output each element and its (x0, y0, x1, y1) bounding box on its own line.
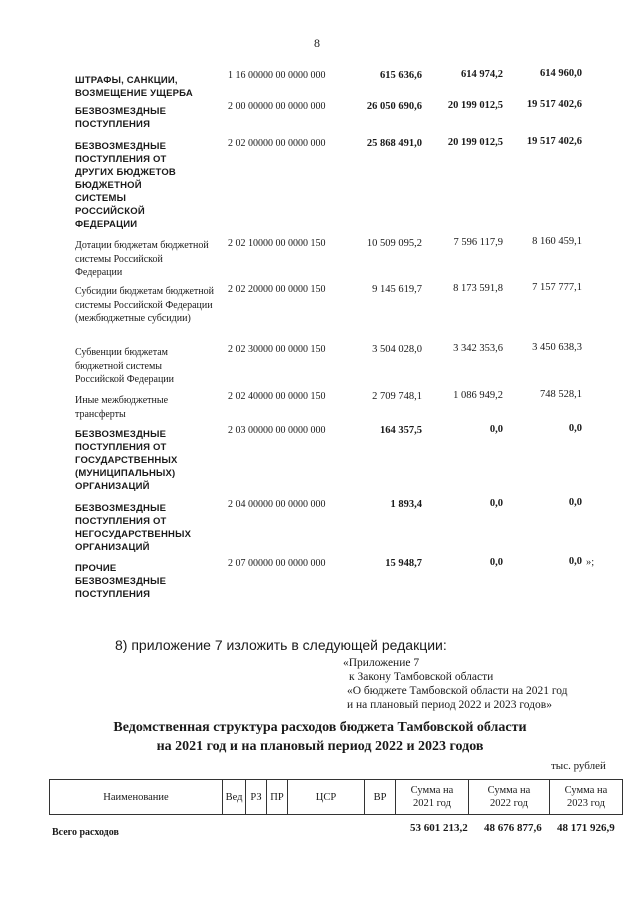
row-value-2021: 26 050 690,6 (366, 101, 422, 112)
header-vr: ВР (365, 780, 396, 815)
header-csr: ЦСР (288, 780, 365, 815)
row-code: 2 02 20000 00 0000 150 (228, 284, 326, 295)
header-ved: Вед (223, 780, 246, 815)
row-value-2023: 3 450 638,3 (532, 342, 582, 353)
header-sum-2023 (550, 780, 623, 815)
amendment-instruction: 8) приложение 7 изложить в следующей редакции: (115, 637, 447, 653)
annex-line-2: к Закону Тамбовской области (349, 671, 494, 683)
annex-heading (343, 656, 568, 712)
row-code: 2 04 00000 00 0000 000 (228, 499, 326, 510)
row-value-2022: 0,0 (489, 557, 503, 568)
row-name: Субвенции бюджетам бюджетной системы Российской Федерации (75, 347, 175, 385)
row-value-2021: 25 868 491,0 (366, 138, 422, 149)
row-code: 2 02 40000 00 0000 150 (228, 391, 326, 402)
document-title-line-2: на 2021 год и на плановый период 2022 и 2023 годов (156, 739, 484, 754)
row-value-2022: 1 086 949,2 (453, 390, 503, 401)
row-code: 1 16 00000 00 0000 000 (228, 70, 326, 81)
row-name: ПРОЧИЕ БЕЗВОЗМЕЗДНЫЕ ПОСТУПЛЕНИЯ (75, 563, 167, 600)
annex-line-4: и на плановый период 2022 и 2023 годов» (347, 699, 552, 711)
document-title (0, 718, 640, 756)
header-sum-2022-line-2: 2022 год (490, 798, 528, 809)
row-value-2021: 15 948,7 (385, 558, 422, 569)
annex-line-3: «О бюджете Тамбовской области на 2021 год (347, 685, 568, 697)
total-2021: 53 601 213,2 (410, 822, 468, 834)
row-name: БЕЗВОЗМЕЗДНЫЕ ПОСТУПЛЕНИЯ ОТ ГОСУДАРСТВЕННЫХ (МУНИЦИПАЛЬНЫХ) ОРГАНИЗАЦИЙ (75, 429, 178, 492)
row-value-2023: 614 960,0 (540, 68, 582, 79)
row-code: 2 00 00000 00 0000 000 (228, 101, 326, 112)
row-value-2023: 7 157 777,1 (532, 282, 582, 293)
row-value-2023: 19 517 402,6 (526, 99, 582, 110)
row-value-2023: 0,0 (568, 556, 582, 567)
row-value-2021: 3 504 028,0 (372, 344, 422, 355)
row-value-2021: 164 357,5 (380, 425, 422, 436)
page-number: 8 (314, 36, 320, 50)
row-value-2022: 7 596 117,9 (453, 237, 503, 248)
header-name: Наименование (50, 780, 223, 815)
total-2023: 48 171 926,9 (557, 822, 615, 834)
header-sum-2021-line-2: 2021 год (413, 798, 451, 809)
row-value-2022: 614 974,2 (461, 69, 503, 80)
row-name: БЕЗВОЗМЕЗДНЫЕ ПОСТУПЛЕНИЯ (75, 106, 167, 130)
row-name: Дотации бюджетам бюджетной системы Российской Федерации (75, 240, 209, 278)
header-sum-2022-line-1: Сумма на (487, 785, 531, 796)
row-value-2023: 8 160 459,1 (532, 236, 582, 247)
row-value-2022: 20 199 012,5 (447, 100, 503, 111)
row-name: Субсидии бюджетам бюджетной системы Российской Федерации (межбюджетные субсидии) (75, 286, 214, 324)
header-sum-2021 (396, 780, 469, 815)
row-code: 2 02 30000 00 0000 150 (228, 344, 326, 355)
row-value-2021: 10 509 095,2 (366, 238, 422, 249)
row-name: БЕЗВОЗМЕЗДНЫЕ ПОСТУПЛЕНИЯ ОТ НЕГОСУДАРСТВЕННЫХ ОРГАНИЗАЦИЙ (75, 503, 192, 553)
row-value-2021: 1 893,4 (390, 499, 422, 510)
row-value-2022: 8 173 591,8 (453, 283, 503, 294)
total-expenditure-label: Всего расходов (52, 827, 119, 838)
row-value-2023: 0,0 (568, 423, 582, 434)
total-2022: 48 676 877,6 (484, 822, 542, 834)
header-sum-2023-line-1: Сумма на (564, 785, 608, 796)
row-code: 2 07 00000 00 0000 000 (228, 558, 326, 569)
row-value-2023: 19 517 402,6 (526, 136, 582, 147)
header-sum-2021-line-1: Сумма на (410, 785, 454, 796)
header-sum-2023-line-2: 2023 год (567, 798, 605, 809)
header-pr: ПР (267, 780, 288, 815)
closing-quote-mark: »; (586, 557, 595, 568)
row-value-2022: 0,0 (489, 498, 503, 509)
expenditure-table-header (49, 779, 623, 815)
row-code: 2 02 00000 00 0000 000 (228, 138, 326, 149)
annex-line-1: «Приложение 7 (343, 657, 420, 669)
row-value-2022: 0,0 (489, 424, 503, 435)
row-value-2021: 2 709 748,1 (372, 391, 422, 402)
row-value-2021: 9 145 619,7 (372, 284, 422, 295)
row-value-2021: 615 636,6 (380, 70, 422, 81)
document-title-line-1: Ведомственная структура расходов бюджета Тамбовской области (113, 720, 527, 735)
row-name: Иные межбюджетные трансферты (75, 395, 169, 420)
header-sum-2022 (469, 780, 550, 815)
row-name: ШТРАФЫ, САНКЦИИ, ВОЗМЕЩЕНИЕ УЩЕРБА (75, 75, 193, 99)
header-rz: РЗ (246, 780, 267, 815)
row-name: БЕЗВОЗМЕЗДНЫЕ ПОСТУПЛЕНИЯ ОТ ДРУГИХ БЮДЖЕТОВ БЮДЖЕТНОЙ СИСТЕМЫ РОССИЙСКОЙ ФЕДЕРАЦИИ (75, 141, 176, 230)
row-value-2022: 3 342 353,6 (453, 343, 503, 354)
units-label: тыс. рублей (551, 760, 606, 772)
row-value-2023: 0,0 (568, 497, 582, 508)
row-value-2022: 20 199 012,5 (447, 137, 503, 148)
row-code: 2 02 10000 00 0000 150 (228, 238, 326, 249)
row-value-2023: 748 528,1 (540, 389, 582, 400)
row-code: 2 03 00000 00 0000 000 (228, 425, 326, 436)
